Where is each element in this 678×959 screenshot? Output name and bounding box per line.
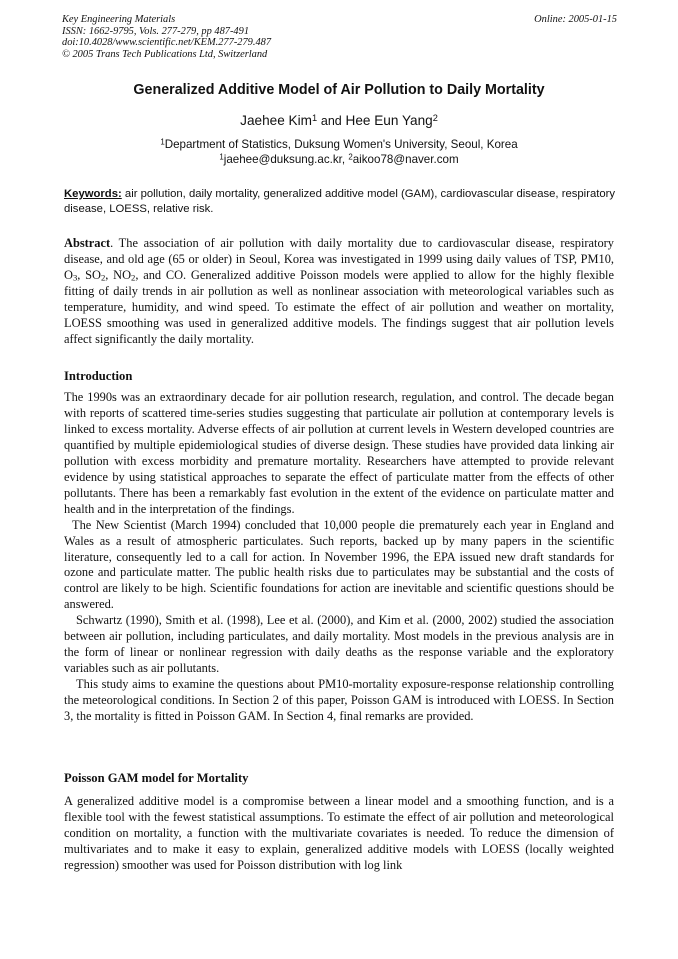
author-1-name: Jaehee Kim bbox=[240, 113, 312, 128]
intro-body bbox=[64, 390, 614, 725]
abstract-sub-o3: 3 bbox=[72, 272, 78, 283]
keywords-label: Keywords: bbox=[64, 188, 122, 200]
author-line bbox=[0, 113, 678, 128]
author-1-sup: 1 bbox=[311, 112, 318, 123]
abstract-label: Abstract bbox=[64, 236, 111, 250]
email-2: aikoo78@naver.com bbox=[352, 153, 459, 166]
journal-copyright: © 2005 Trans Tech Publications Ltd, Switzerland bbox=[62, 48, 268, 60]
abstract-text-1: . The association of air pollution with daily mortality due to cardiovascular disease, respiratory disease, and old age (65 or older) in Seoul, Korea was investigated in 1999 using daily values of TSP, PM10, O bbox=[64, 236, 614, 282]
intro-heading: Introduction bbox=[64, 369, 133, 383]
journal-name: Key Engineering Materials bbox=[62, 14, 176, 25]
author-2-sup: 2 bbox=[432, 112, 438, 123]
author-2-name: Hee Eun Yang bbox=[345, 113, 433, 128]
paper-title: Generalized Additive Model of Air Pollution to Daily Mortality bbox=[133, 82, 545, 98]
abstract bbox=[64, 236, 614, 348]
online-date: Online: 2005-01-15 bbox=[534, 14, 617, 25]
affiliation-sup: 1 bbox=[160, 137, 165, 147]
abstract-text-4: , and CO. Generalized additive Poisson models were applied to allow for the highly flexible fitting of daily trends in air pollution as well as nonlinear association with meteorological variables such as temperature, humidity, and wind speed. To estimate the effect of air pollution and weather on mortality, LOESS smoothing was used in generalized additive models. The findings suggest that air pollution levels affect significantly the daily mortality. bbox=[64, 267, 614, 346]
gam-heading: Poisson GAM model for Mortality bbox=[64, 771, 249, 785]
email-1-sup: 1 bbox=[219, 152, 224, 162]
keywords bbox=[64, 187, 619, 216]
intro-paragraph-4: This study aims to examine the questions about PM10-mortality exposure-response relationship controlling the meteorological conditions. In Section 2 of this paper, Poisson GAM is introduced with LOESS. In Section 3, the mortality is fitted in Poisson GAM. In Section 4, final remarks are provided. bbox=[64, 677, 614, 724]
intro-paragraph-1: The 1990s was an extraordinary decade for air pollution research, regulation, and control. The decade began with reports of scattered time-series studies suggesting that particulate air pollution at contemporary levels is linked to excess mortality. Adverse effects of air pollution at current levels in Western developed countries are quantified by multiple epidemiological studies of diverse design. These studies have provided data linking air pollution with excess morbidity and premature mortality. Researchers have attempted to provide relevant evidence by using statistical approaches to separate the effect of particulate matter from the effects of other pollutants. There has been a remarkably fast evolution in the extent of the evidence on particulate matter and health and in the interpretation of the findings. bbox=[64, 390, 614, 516]
affiliation-email-line bbox=[0, 152, 678, 167]
abstract-sub-no2: 2 bbox=[131, 272, 136, 283]
author-and: and bbox=[320, 114, 342, 128]
journal-issn: ISSN: 1662-9795, Vols. 277-279, pp 487-491 bbox=[62, 25, 250, 37]
journal-doi: doi:10.4028/www.scientific.net/KEM.277-279.487 bbox=[62, 37, 272, 49]
affiliation-dept: Department of Statistics, Duksung Women's University, Seoul, Korea bbox=[164, 138, 518, 151]
intro-paragraph-3: Schwartz (1990), Smith et al. (1998), Lee et al. (2000), and Kim et al. (2000, 2002) studied the association between air pollution, including particulates, and daily mortality. Most models in the previous analysis are in the form of linear or nonlinear regression with daily deaths as the response variable and the exploratory variables such as air pollutants. bbox=[64, 613, 614, 676]
email-1: jaehee@duksung.ac.kr, bbox=[223, 153, 346, 166]
journal-header bbox=[62, 14, 617, 60]
abstract-sub-so2: 2 bbox=[100, 272, 106, 283]
abstract-text-2: , SO bbox=[77, 267, 101, 282]
gam-paragraph-1: A generalized additive model is a compromise between a linear model and a smoothing function, and is a flexible tool with the fewest statistical assumptions. To estimate the effect of air pollution and meteorological condition on mortality, a function with the multivariate covariates is needed. To reduce the dimension of multivariates and to make it easy to explain, generalized additive models with LOESS (locally weighted regression) smoother was used for Poisson distribution with log link bbox=[64, 794, 614, 872]
keywords-text: air pollution, daily mortality, generalized additive model (GAM), cardiovascular disease, respiratory disease, LOESS, relative risk. bbox=[64, 188, 616, 215]
intro-paragraph-2: The New Scientist (March 1994) concluded that 10,000 people die prematurely each year in England and Wales as a result of atmospheric particulates. Such reports, backed up by many papers in the scientific literature, consequently led to a call for action. In November 1996, the EPA issued new draft standards for ozone and particulate matter. The public health risks due to particulates may be substantial and the costs of control are likely to be high. Scientific foundations for action are inevitable and scientific questions should be answered. bbox=[64, 517, 614, 612]
abstract-text-3: , NO bbox=[105, 267, 132, 282]
affiliation-dept-line bbox=[0, 137, 678, 152]
affiliation bbox=[0, 137, 678, 167]
email-2-sup: 2 bbox=[348, 152, 353, 162]
